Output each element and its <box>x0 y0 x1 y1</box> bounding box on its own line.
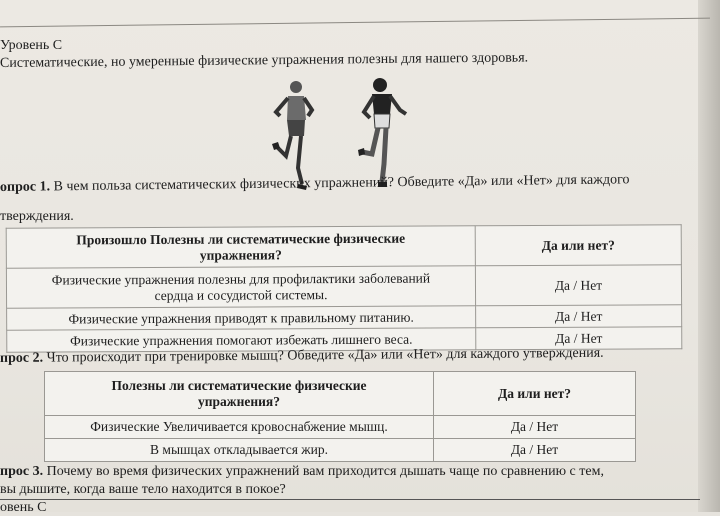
statement-line2: сердца и сосудистой системы. <box>154 286 328 303</box>
statement-line1: Физические упражнения полезны для профилактики заболеваний <box>51 270 431 288</box>
header-answer: Да или нет? <box>475 225 681 266</box>
header-statement-line2: упражнения? <box>198 393 280 409</box>
header-statement <box>45 372 434 416</box>
question-1-line1: В чем польза систематических физических упражнений? Обведите «Да» или «Нет» для каждого <box>53 172 630 195</box>
answer-choice[interactable]: Да / Нет <box>475 265 681 306</box>
question-2-number: прос 2. <box>0 350 44 366</box>
question-1-line2: тверждения. <box>0 209 74 224</box>
table-row <box>45 416 636 439</box>
header-statement-line2: упражнения? <box>199 246 282 263</box>
table-row <box>6 265 681 309</box>
table-header-row <box>6 225 681 269</box>
header-statement-line1: Полезны ли систематические физические <box>111 377 367 393</box>
statement-cell: Физические упражнения помогают избежать лишнего веса. <box>7 328 476 352</box>
question-3-number: прос 3. <box>0 464 44 479</box>
table-header-row <box>45 372 636 416</box>
statement-cell: Физические упражнения приводят к правильному питанию. <box>7 306 476 330</box>
header-statement <box>6 226 475 268</box>
answer-choice[interactable]: Да / Нет <box>476 327 682 350</box>
statement-cell <box>6 266 475 308</box>
intro-text: Систематические, но умеренные физические упражнения полезны для нашего здоровья. <box>0 50 529 71</box>
question-2-body: Что происходит при тренировке мышц? Обведите «Да» или «Нет» для каждого утверждения. <box>46 345 604 366</box>
answer-choice[interactable]: Да / Нет <box>434 439 636 462</box>
answer-choice[interactable]: Да / Нет <box>476 305 682 328</box>
page-edge-shadow <box>698 0 720 512</box>
answer-choice[interactable]: Да / Нет <box>434 416 636 439</box>
question-1-number: опрос 1. <box>0 179 51 195</box>
question-3-line1: Почему во время физических упражнений вам приходится дышать чаще по сравнению с тем, <box>46 464 604 479</box>
question-3-text <box>0 464 604 480</box>
level-heading: Уровень С <box>0 38 63 53</box>
header-answer: Да или нет? <box>434 372 636 416</box>
footer-heading: овень С <box>0 500 47 515</box>
table-row <box>45 439 636 462</box>
question-1-table <box>6 224 683 353</box>
header-statement-line1: Произошло Полезны ли систематические физические <box>76 230 406 247</box>
statement-cell: Физические Увеличивается кровоснабжение мышц. <box>45 416 434 439</box>
question-3-line2: вы дышите, когда ваше тело находится в покое? <box>0 482 286 497</box>
section-divider <box>0 499 700 500</box>
statement-cell: В мышцах откладывается жир. <box>45 439 434 462</box>
question-2-table <box>44 371 636 462</box>
